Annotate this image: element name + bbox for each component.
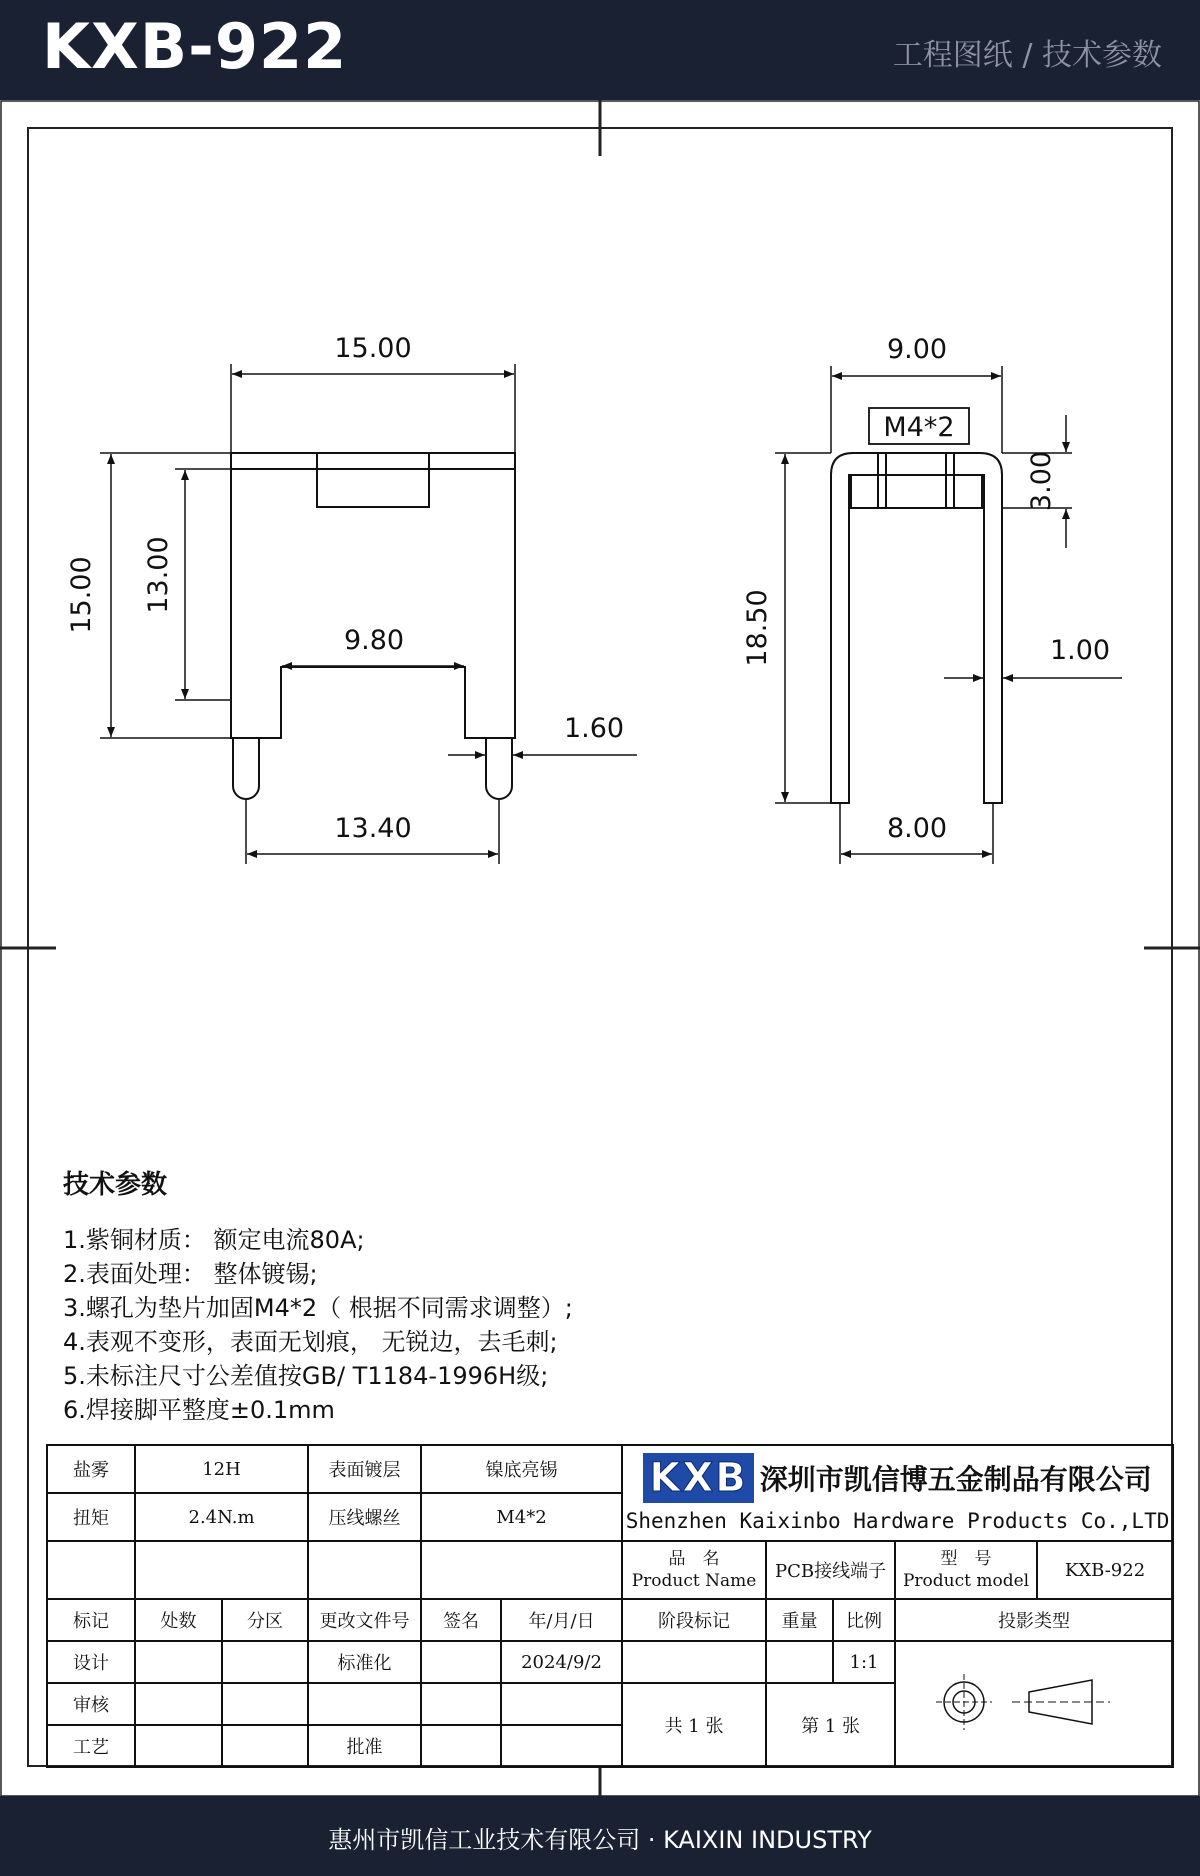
product-model-title: KXB-922 bbox=[42, 10, 348, 83]
spec-line: 3.螺孔为垫片加固M4*2（ 根据不同需求调整）; bbox=[63, 1294, 573, 1322]
page-footer bbox=[0, 1796, 1200, 1876]
design-label: 设计 bbox=[47, 1641, 135, 1683]
product-model-value: KXB-922 bbox=[1064, 1559, 1146, 1581]
dim-pin-pitch: 13.40 bbox=[334, 813, 412, 844]
spec-line: 5.未标注尺寸公差值按GB/ T1184-1996H级; bbox=[63, 1362, 549, 1390]
projection-label: 投影类型 bbox=[895, 1599, 1173, 1641]
col-doc: 更改文件号 bbox=[308, 1599, 421, 1641]
front-view-dimension-labels bbox=[66, 333, 624, 844]
col-count: 处数 bbox=[135, 1599, 222, 1641]
spec-title: 技术参数 bbox=[63, 1170, 168, 1200]
approve-label: 批准 bbox=[308, 1725, 421, 1767]
projection-symbol bbox=[895, 1641, 1173, 1767]
title-block bbox=[46, 1444, 1174, 1768]
side-view-dimension-labels bbox=[742, 334, 1110, 844]
dim-front-total-height: 15.00 bbox=[66, 556, 97, 634]
sheet-number: 第 1 张 bbox=[766, 1683, 895, 1767]
col-date: 年/月/日 bbox=[501, 1599, 622, 1641]
screw-spec-label: M4*2 bbox=[883, 412, 955, 443]
weight-label: 重量 bbox=[766, 1599, 833, 1641]
product-name-label: 品 名 Product Name bbox=[622, 1541, 766, 1599]
dim-screw-height: 3.00 bbox=[1026, 450, 1057, 512]
dim-thickness: 1.00 bbox=[1049, 635, 1111, 666]
standardize-label: 标准化 bbox=[308, 1641, 421, 1683]
dim-side-total-height: 18.50 bbox=[742, 589, 773, 667]
review-label: 审核 bbox=[47, 1683, 135, 1725]
salt-spray-label: 盐雾 bbox=[47, 1445, 135, 1493]
header-subtitle: 工程图纸 / 技术参数 bbox=[892, 38, 1162, 73]
technical-specs bbox=[63, 1164, 573, 1427]
company-banner bbox=[622, 1445, 1173, 1541]
spec-line: 4.表观不变形，表面无划痕， 无锐边，去毛刺; bbox=[63, 1328, 558, 1356]
side-view bbox=[831, 408, 1002, 803]
col-sign: 签名 bbox=[421, 1599, 501, 1641]
product-name-value: PCB接线端子 bbox=[766, 1541, 895, 1599]
torque-label: 扭矩 bbox=[47, 1493, 135, 1541]
stage-mark-boxes bbox=[622, 1641, 766, 1683]
dim-side-top-width: 9.00 bbox=[886, 334, 948, 365]
scale-value: 1:1 bbox=[833, 1641, 895, 1683]
date-value: 2024/9/2 bbox=[501, 1641, 622, 1683]
torque-value: 2.4N.m bbox=[135, 1493, 308, 1541]
stage-mark-label: 阶段标记 bbox=[622, 1599, 766, 1641]
dim-leg-spacing: 8.00 bbox=[886, 813, 948, 844]
process-label: 工艺 bbox=[47, 1725, 135, 1767]
company-name-cn: 深圳市凯信博五金制品有限公司 bbox=[759, 1463, 1152, 1496]
col-mark: 标记 bbox=[47, 1599, 135, 1641]
spec-line: 1.紫铜材质： 额定电流80A; bbox=[63, 1226, 365, 1254]
product-model-label: 型 号 Product model bbox=[896, 1542, 1038, 1598]
kxb-logo: KXB bbox=[643, 1453, 753, 1503]
plating-value: 镍底亮锡 bbox=[421, 1445, 622, 1493]
footer-text: 惠州市凯信工业技术有限公司 · KAIXIN INDUSTRY bbox=[328, 1826, 872, 1854]
dim-front-body-height: 13.00 bbox=[143, 536, 174, 614]
spec-line: 2.表面处理： 整体镀锡; bbox=[63, 1260, 318, 1288]
screw-label: 压线螺丝 bbox=[308, 1493, 421, 1541]
projection-symbol-icon bbox=[924, 1672, 1144, 1732]
screw-value: M4*2 bbox=[421, 1493, 622, 1541]
dim-notch-width: 9.80 bbox=[343, 625, 405, 656]
spec-line: 6.焊接脚平整度±0.1mm bbox=[63, 1396, 335, 1424]
dim-pin-width: 1.60 bbox=[563, 713, 625, 744]
dim-front-top-width: 15.00 bbox=[334, 333, 412, 364]
col-zone: 分区 bbox=[222, 1599, 308, 1641]
page-header bbox=[0, 0, 1200, 100]
plating-label: 表面镀层 bbox=[308, 1445, 421, 1493]
front-view-dimensions bbox=[100, 364, 637, 864]
company-name-en: Shenzhen Kaixinbo Hardware Products Co.,LTD bbox=[625, 1509, 1170, 1533]
salt-spray-value: 12H bbox=[135, 1445, 308, 1493]
sheets-total: 共 1 张 bbox=[622, 1683, 766, 1767]
scale-label: 比例 bbox=[833, 1599, 895, 1641]
